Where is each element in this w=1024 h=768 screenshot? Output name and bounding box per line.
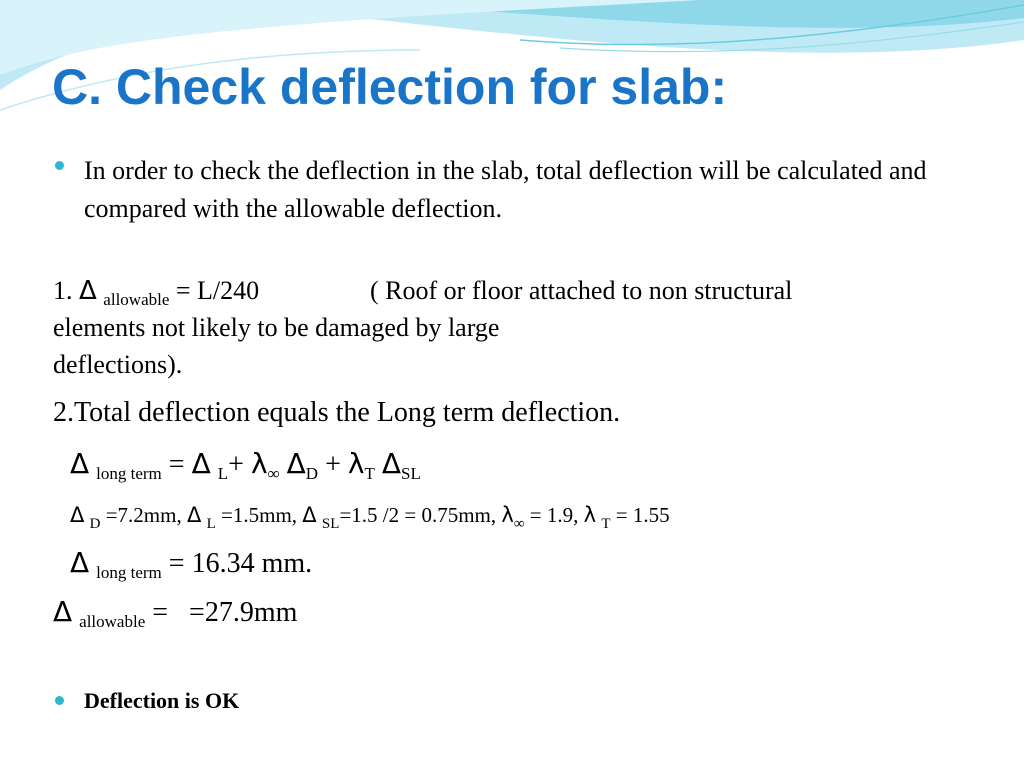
item1-prefix: 1. xyxy=(53,276,79,305)
formula-plus: + xyxy=(228,449,251,480)
item1-equation: = L/240 xyxy=(169,276,260,305)
formula-equals: = xyxy=(161,449,192,480)
value-lambda-inf: = 1.9, xyxy=(524,503,584,527)
intro-text: In order to check the deflection in the slab, total deflection will be calculated and compared with the allowable deflection. xyxy=(84,156,927,223)
item2-text: 2.Total deflection equals the Long term deflection. xyxy=(53,397,621,428)
bullet-icon xyxy=(55,161,64,170)
conclusion-row xyxy=(55,688,239,714)
allowable-result xyxy=(53,595,297,629)
delta-symbol: Δ xyxy=(302,503,317,527)
value-subscript-L: L xyxy=(206,516,216,532)
value-subscript-T: T xyxy=(601,516,611,532)
item1-note-line3: deflections). xyxy=(53,350,183,379)
value-subscript-inf: ∞ xyxy=(513,516,525,532)
conclusion-text: Deflection is OK xyxy=(84,688,240,713)
value-SL: =1.5 /2 = 0.75mm, xyxy=(339,503,502,527)
value-subscript-D: D xyxy=(89,516,101,532)
delta-symbol: Δ xyxy=(79,276,97,306)
formula-subscript-SL: SL xyxy=(401,464,421,483)
result-value: = 16.34 mm. xyxy=(161,548,313,579)
item1-subscript: allowable xyxy=(103,290,170,309)
lambda-symbol: λ xyxy=(501,503,514,527)
long-term-result xyxy=(70,546,312,580)
formula-subscript-T: T xyxy=(364,464,375,483)
long-term-formula xyxy=(70,447,421,481)
allowable-value: = =27.9mm xyxy=(145,597,298,628)
formula-subscript-long-term: long term xyxy=(96,464,162,483)
item1-note-line2: elements not likely to be damaged by large xyxy=(53,313,500,342)
item1-note-line1: ( Roof or floor attached to non structural xyxy=(370,276,793,305)
intro-paragraph xyxy=(55,152,945,228)
lambda-symbol: λ xyxy=(250,447,268,480)
lambda-symbol: λ xyxy=(583,503,597,527)
lambda-symbol: λ xyxy=(347,447,365,480)
result-subscript: long term xyxy=(96,563,162,582)
delta-symbol: Δ xyxy=(53,595,73,628)
given-values xyxy=(70,503,670,532)
delta-symbol: Δ xyxy=(381,447,401,480)
delta-symbol: Δ xyxy=(70,447,90,480)
slide-title: C. Check deflection for slab: xyxy=(52,59,728,115)
value-lambda-T: = 1.55 xyxy=(610,503,670,527)
item1-line1 xyxy=(53,276,260,309)
delta-symbol: Δ xyxy=(70,503,85,527)
formula-subscript-inf: ∞ xyxy=(267,464,280,483)
value-subscript-SL: SL xyxy=(321,516,340,532)
delta-symbol: Δ xyxy=(286,447,306,480)
delta-symbol: Δ xyxy=(186,503,202,527)
formula-subscript-D: D xyxy=(305,464,319,483)
bullet-icon xyxy=(55,696,64,705)
formula-subscript-L: L xyxy=(217,464,229,483)
value-L: =1.5mm, xyxy=(215,503,303,527)
formula-plus: + xyxy=(318,449,348,480)
value-D: =7.2mm, xyxy=(100,503,187,527)
allowable-subscript: allowable xyxy=(79,612,146,631)
delta-symbol: Δ xyxy=(191,447,211,480)
delta-symbol: Δ xyxy=(70,546,90,579)
